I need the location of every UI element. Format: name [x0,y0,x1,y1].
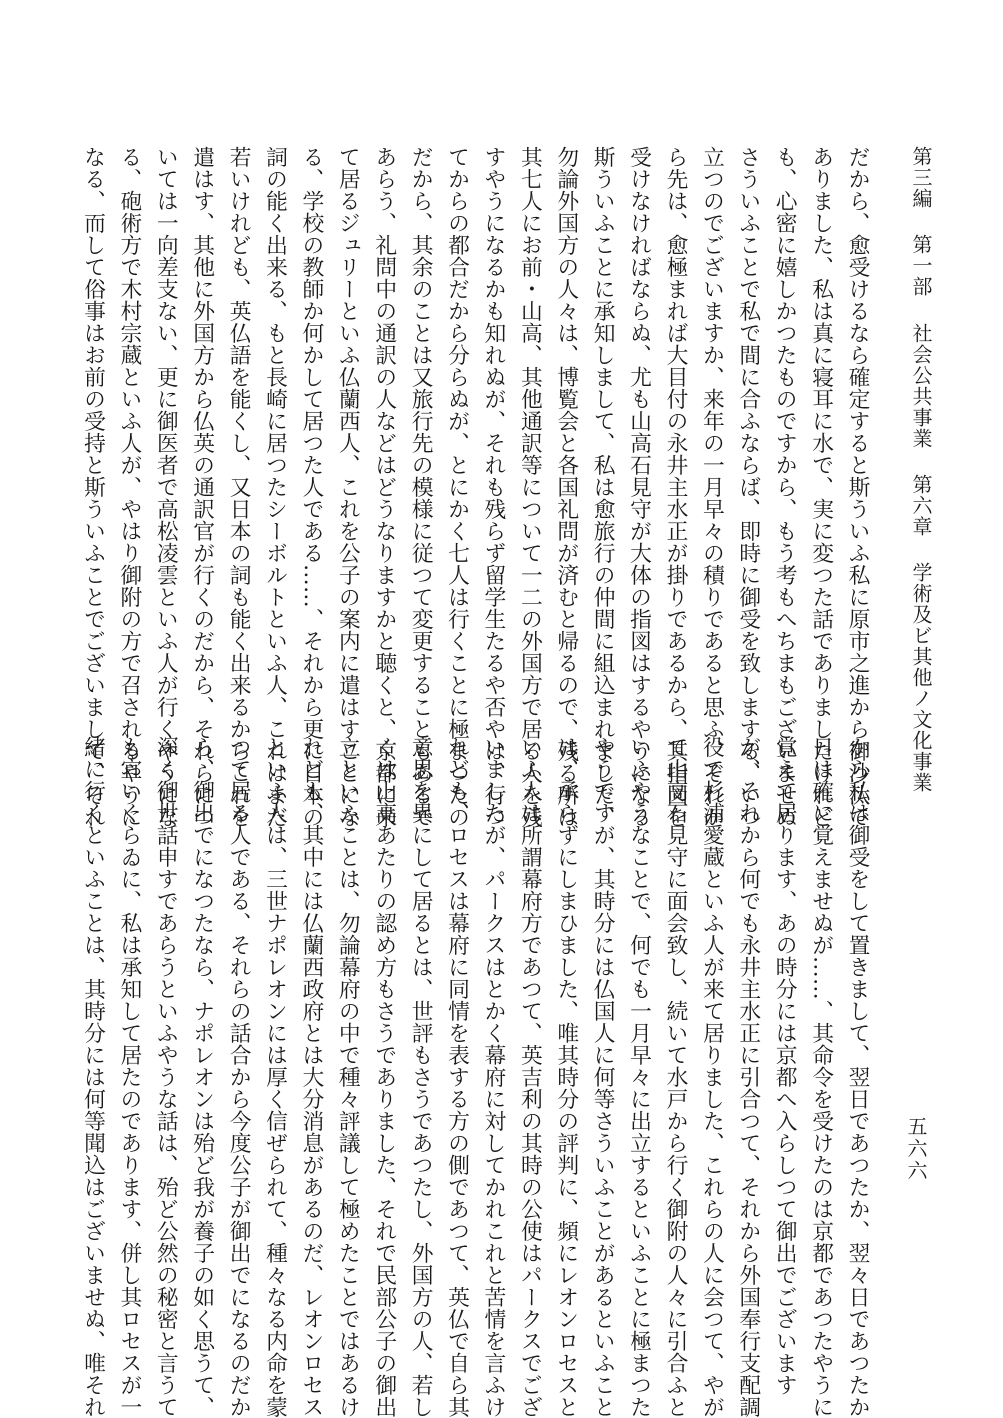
text-column: 意思を異にして居るとは、世評もさうであつたし、外国方の人、若し [408,736,434,1418]
text-column: ありました、私は真に寝耳に水で、実に変つた話でありましたけれど [808,146,834,828]
text-column: が、それから何でも永井主水正に引合つて、それから外国奉行支配調 [735,736,761,1418]
header-chapter: 第六章 [909,474,933,538]
text-column: だから、愈受けるなら確定すると斯ういふ私に原市之進から御沙汰で [845,146,870,828]
text-column: いふ人は所謂幕府方であつて、英吉利の其時の公使はパークスでござ [517,736,543,1418]
text-column: も、心密に嬉しかつたものですから、もう考もへちまもございませぬ [772,146,798,828]
text-column: だから、其余のことは又旅行先の模様に従つて変更することもあるで [408,146,434,828]
text-column: すやうになるかも知れぬが、それも残らず留学生たるや否やは、行つ [480,146,506,828]
text-column: れども、其中には仏蘭西政府とは大分消息があるのだ、レオンロセス [298,736,324,1418]
text-column: 緒に行くといふことは、其時分には何等聞込はございませぬ、唯それ [80,736,106,1418]
text-column: る、学校の教師か何かして居つた人である……、それから更に日本の [298,146,324,828]
text-column: いふやうなことで、何でも一月早々に出立するといふことに極まつた [626,736,652,1418]
text-column: て山高石見守に面会致し、続いて水戸から行く御附の人々に引合ふと [662,736,688,1418]
header-chapter-title: 学術及ビ其他ノ文化事業 [909,562,933,794]
text-column: なる、而して俗事はお前の受持と斯ういふことでございまして、それ [80,146,106,828]
text-column: 覚えて居ります、あの時分には京都へ入らしつて御出でございます [772,736,798,1396]
text-column: 斯ういふことに承知しまして、私は愈旅行の仲間に組込まれました、 [590,146,616,828]
text-column: ら、御出でになつたなら、ナポレオンは殆ど我が養子の如く思うて、 [189,736,215,1418]
text-column: 遣はす、其他に外国方から仏英の通訳官が行くのだから、それらにつ [189,146,215,828]
text-column: いましたが、パークスはとかく幕府に対してかれこれと苦情を言ふけ [480,736,506,1418]
text-column: ら先は、愈極まれば大目付の永井主水正が掛りであるから、其指図を [662,146,688,828]
header-section: 第一部 [909,234,933,298]
text-column: て居るジュリーといふ仏蘭西人、これを公子の案内に遣はすことにな [335,146,361,828]
text-block-bottom [75,736,875,1418]
text-column: る、砲術方で木村宗蔵といふ人が、やはり御附の方で召されるやうに [116,146,142,828]
running-header [909,146,933,794]
text-column: さういふことで私で間に合ふならば、即時に御受を致しまする、いつ [735,146,761,828]
text-column: つて居る人である、それらの話合から今度公子が御出でになるのだか [226,736,252,1418]
text-block-top [75,146,875,828]
text-column: てからの都合だから分らぬが、とにかく七人は行くことに極まつたの [444,146,470,828]
text-column: 受けなければならぬ、尤も山高石見守が大体の指図はするやうになる [626,146,652,828]
text-column: 立といふことは、勿論幕府の中で種々評議して極めたことではあるけ [335,736,361,1418]
text-column: から私は御受をして置きまして、翌日であつたか、翌々日であつたか [845,736,870,1418]
text-column: いては一向差支ない、更に御医者で高松凌雲といふ人が行くやうにな [153,146,179,828]
header-title: 社会公共事業 [909,322,933,449]
text-column: といふ人は、三世ナポレオンには厚く信ぜられて、種々なる内命を蒙 [262,736,288,1418]
page-number: 五六六 [904,1116,928,1182]
text-column: 勿論外国方の人々は、博覧会と各国礼問が済むと帰るので、残る所は [553,146,579,828]
text-column: 深く御世話申すであらうといふやうな話は、殆ど公然の秘密と言うて [153,736,179,1418]
text-column: は、承らずにしまひました、唯其時分の評判に、頻にレオンロセスと [553,736,579,1418]
text-column: くは山高あたりの認め方もさうでありました、それで民部公子の御出 [371,736,397,1418]
header-part: 第三編 [909,146,933,209]
text-column: 日は確に覚えませぬが……、其命令を受けたのは京都であつたやうに [808,736,834,1418]
text-column: やうですが、其時分には仏国人に何等さういふことがあるといふこと [590,736,616,1418]
text-column: 其七人にお前・山高、其他通訳等について一二の外国方で居る人を残 [517,146,543,828]
text-column: 立つのでございますか、来年の一月早々の積りであると思ふ、それか [699,146,725,828]
text-column: 役で杉浦愛蔵といふ人が来て居りました、これらの人に会つて、やが [699,736,725,1418]
text-column: あらう、礼問中の通訳の人などはどうなりますかと聴くと、京都に来 [371,146,397,828]
text-column: 詞の能く出来る、もと長崎に居つたシーボルトといふ人、これはまだ [262,146,288,828]
text-column: 若いけれども、英仏語を能くし、又日本の詞も能く出来るからこれを [226,146,252,828]
text-column: も宜いくらゐに、私は承知して居たのであります、併し其ロセスが一 [116,736,142,1418]
text-column: れども、ロセスは幕府に同情を表する方の側であつて、英仏で自ら其 [444,736,470,1418]
